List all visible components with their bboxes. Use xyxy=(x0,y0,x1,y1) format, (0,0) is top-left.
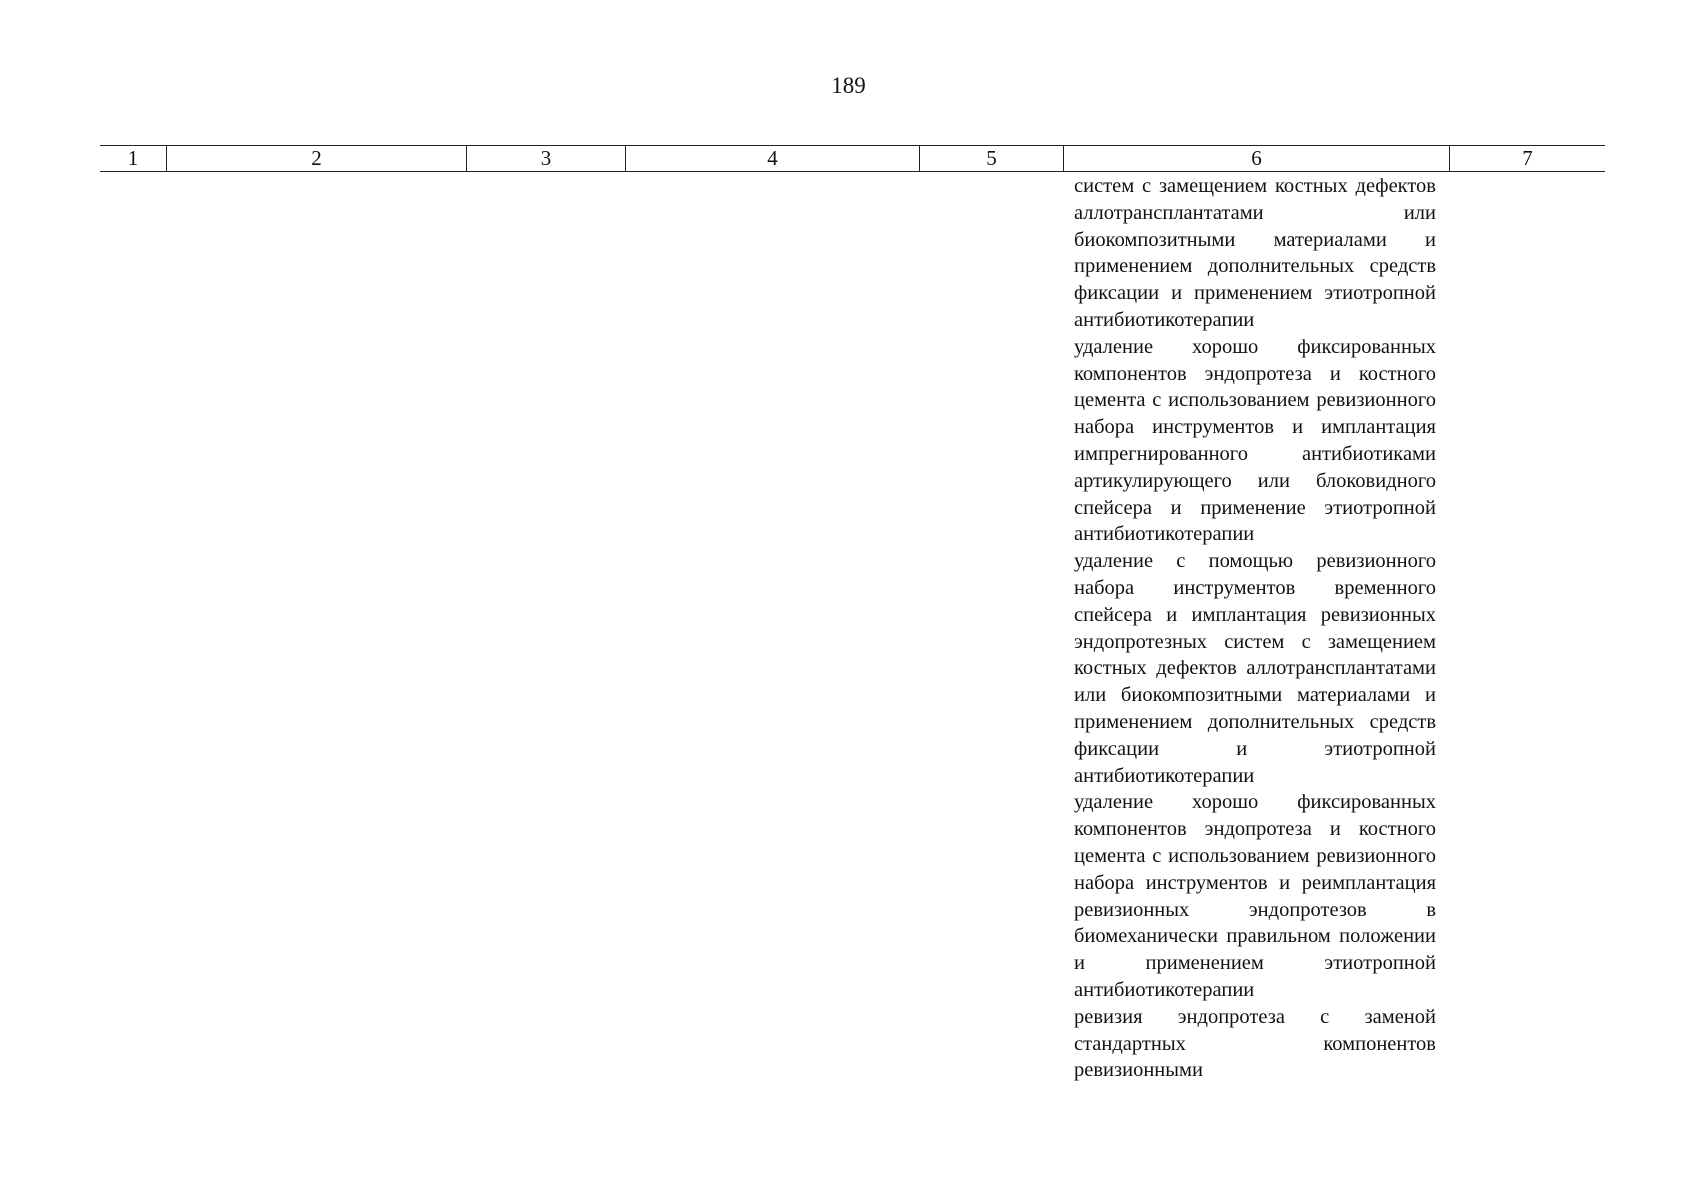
column-header-1: 1 xyxy=(127,146,139,170)
column-header-5: 5 xyxy=(919,146,1063,171)
treatment-method-entry: удаление с помощью ревизионного набора инструментов временного спейсера и имплантация ревизионных эндопротезных систем с замещением костных дефектов аллотрансплантатами или биокомпозитными материалами и применением дополнительных средств фиксации и этиотропной антибиотикотерапии xyxy=(1074,550,1436,787)
treatment-method-entry: систем с замещением костных дефектов аллотрансплантатами или биокомпозитными материалами и применением дополнительных средств фиксации и применением этиотропной антибиотикотерапии xyxy=(1074,175,1436,331)
table-header-row xyxy=(100,145,1605,172)
column-header-7: 7 xyxy=(1449,146,1605,171)
treatment-method-entry: ревизия эндопротеза с заменой стандартных компонентов ревизионными xyxy=(1074,1005,1436,1082)
treatment-method-entry: удаление хорошо фиксированных компонентов эндопротеза и костного цемента с использованием ревизионного набора инструментов и реимплантация ревизионных эндопротезов в биомеханически правильном положении и применением этиотропной антибиотикотерапии xyxy=(1074,791,1436,1001)
column-header-4: 4 xyxy=(625,146,919,171)
page-number: 189 xyxy=(831,73,866,98)
treatment-method-entry: удаление хорошо фиксированных компонентов эндопротеза и костного цемента с использованием ревизионного набора инструментов и имплантация импрегнированного антибиотиками артикулирующего или блоковидного спейсера и применение этиотропной антибиотикотерапии xyxy=(1074,335,1436,546)
column-header-6: 6 xyxy=(1063,146,1449,171)
column-6-content xyxy=(1074,173,1436,1084)
column-header-3: 3 xyxy=(466,146,625,171)
column-header-2: 2 xyxy=(166,146,466,171)
